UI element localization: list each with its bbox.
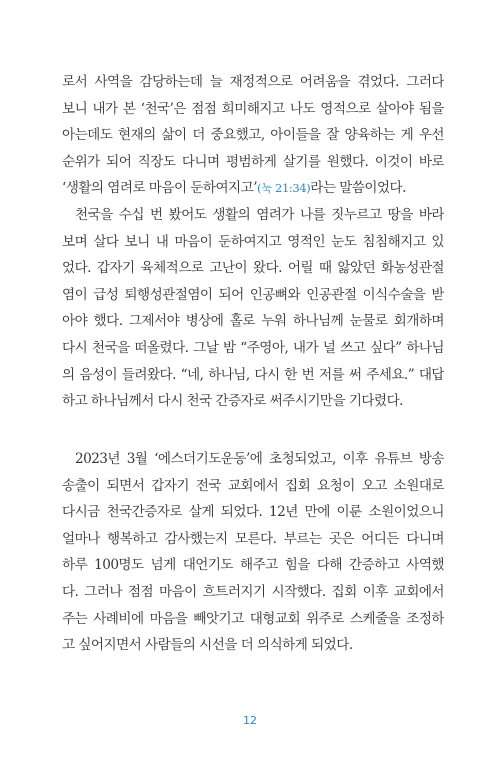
body-line: 고 싶어지면서 사람들의 시선을 더 의식하게 되었다.: [62, 637, 353, 654]
line-ending: 라는 말씀이었다.: [310, 180, 406, 197]
body-line: 보니 내가 본 ‘천국’은 점점 희미해지고 나도 영적으로 살아야 됨을: [62, 100, 444, 117]
body-line: 로서 사역을 감당하는데 늘 재정적으로 어려움을 겪었다. 그러다: [62, 74, 444, 90]
body-line: 송출이 되면서 갑자기 전국 교회에서 집회 요청이 오고 소원대로: [62, 477, 444, 494]
body-line-first: 천국을 수십 번 봤어도 생활의 염려가 나를 짓누르고 땅을 바라: [75, 206, 444, 223]
body-line: 얼마나 행복하고 감사했는지 모른다. 부르는 곳은 어디든 다니며: [62, 530, 444, 547]
quoted-phrase: ‘생활의 염려로 마음이 둔하여지고’: [62, 180, 257, 197]
body-line: 다시 천국을 떠올렸다. 그날 밤 “주영아, 내가 널 쓰고 싶다” 하나님: [62, 339, 444, 356]
body-line-with-reference: [62, 175, 444, 202]
body-line: 다. 그러나 점점 마음이 흐트러지기 시작했다. 집회 이후 교회에서: [62, 583, 444, 600]
page-number: 12: [243, 714, 257, 727]
body-line-first: 2023년 3월 ‘에스더기도운동’에 초청되었고, 이후 유튜브 방송: [75, 451, 444, 467]
body-line: 었다. 갑자기 육체적으로 고난이 왔다. 어릴 때 앓았던 화농성관절: [62, 260, 444, 277]
body-line: 주는 사례비에 마음을 빼앗기고 대형교회 위주로 스케줄을 조정하: [62, 610, 444, 627]
text-block-lower: [62, 446, 444, 659]
scripture-reference: (눅 21:34): [257, 181, 311, 196]
body-line: 하루 100명도 넘게 대언기도 해주고 힘을 다해 간증하고 사역했: [62, 557, 444, 574]
body-line: 의 음성이 들려왔다. “네, 하나님, 다시 한 번 저를 써 주세요.” 대답: [62, 366, 444, 383]
body-line: 염이 급성 퇴행성관절염이 되어 인공뼈와 인공관절 이식수술을 받: [62, 286, 444, 303]
body-line: 순위가 되어 직장도 다니며 평범하게 살기를 원했다. 이것이 바로: [62, 153, 444, 170]
body-line: 아는데도 현재의 삶이 더 중요했고, 아이들을 잘 양육하는 게 우선: [62, 127, 444, 144]
text-block-upper: [62, 69, 444, 415]
body-line: 아야 했다. 그제서야 병상에 홀로 누워 하나님께 눈물로 회개하며: [62, 313, 444, 330]
body-line: 하고 하나님께서 다시 천국 간증자로 써주시기만을 기다렸다.: [62, 393, 403, 410]
body-line: 다시금 천국간증자로 살게 되었다. 12년 만에 이룬 소원이었으니: [62, 504, 444, 521]
body-line: 보며 살다 보니 내 마음이 둔하여지고 영적인 눈도 침침해지고 있: [62, 233, 444, 250]
